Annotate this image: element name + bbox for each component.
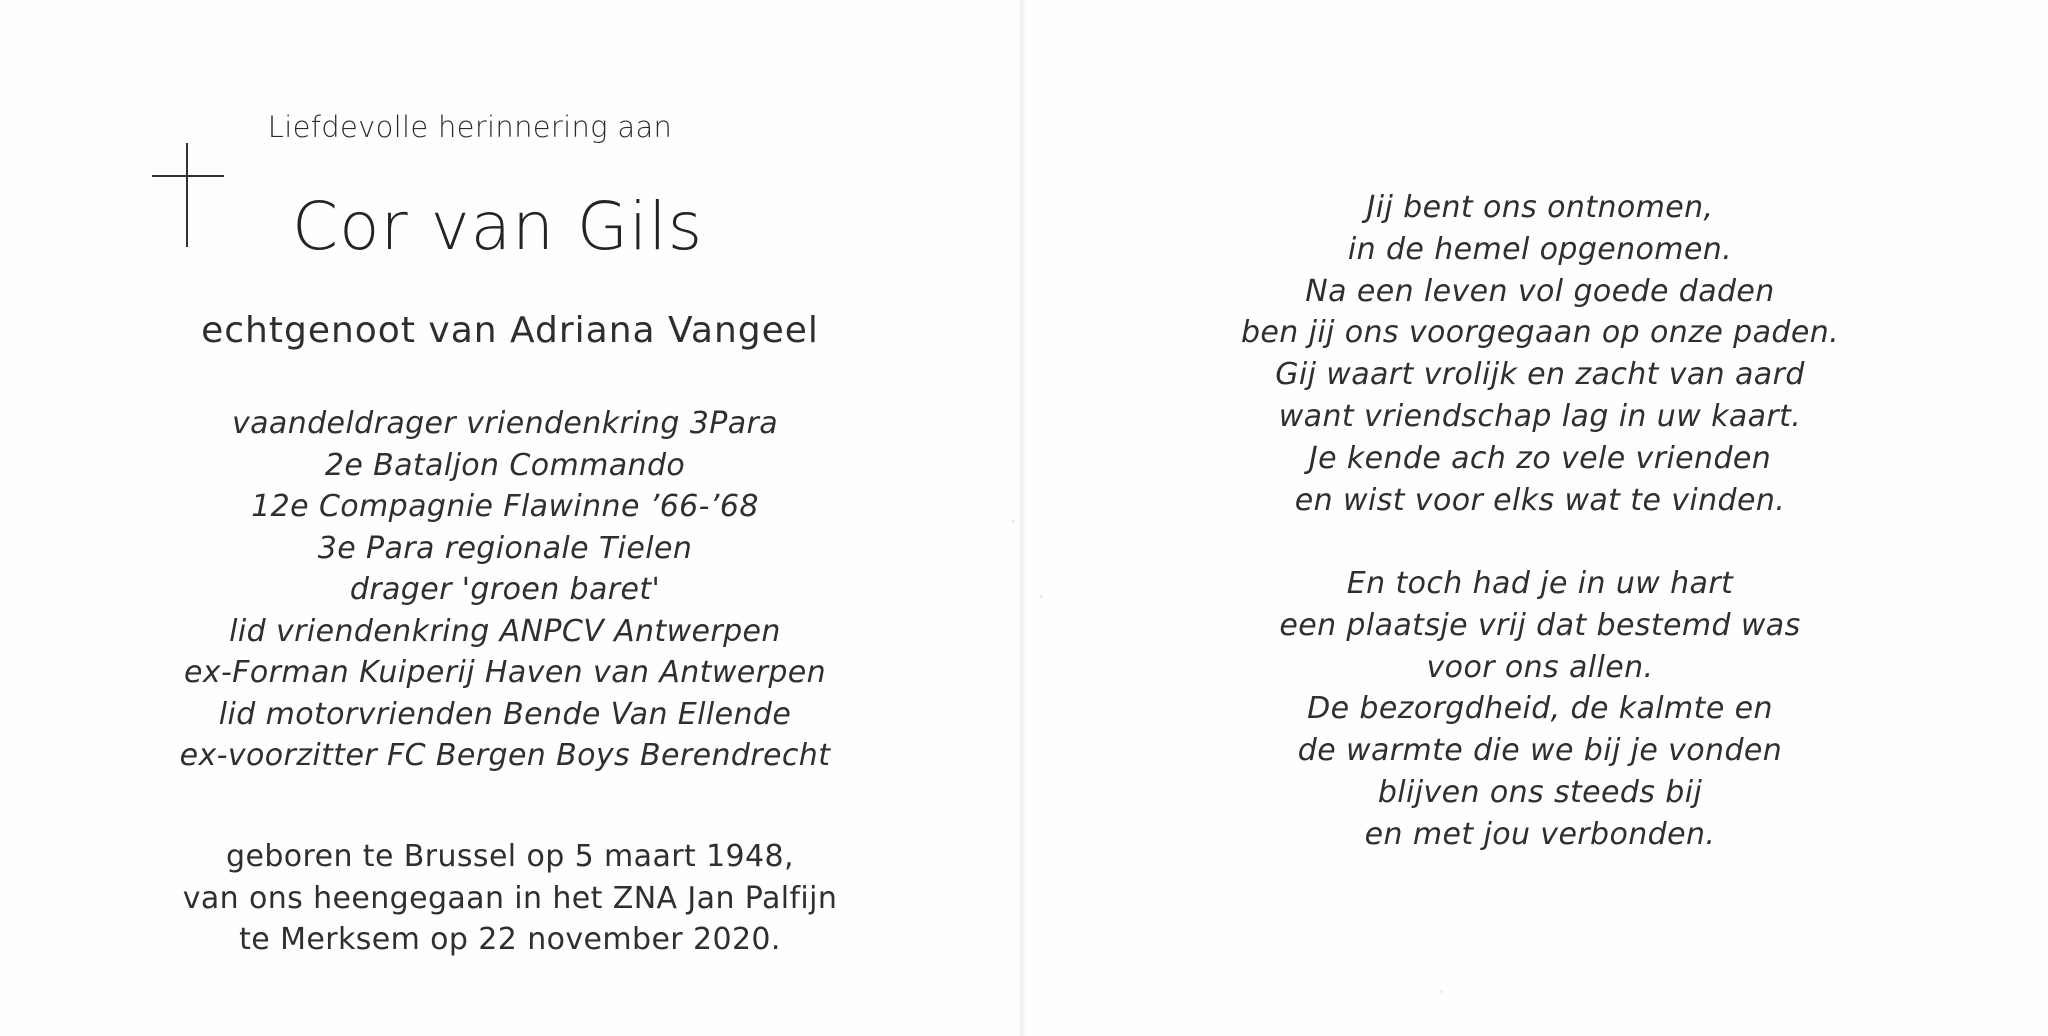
birth-line: geboren te Brussel op 5 maart 1948, bbox=[226, 839, 794, 874]
cross-horizontal-bar bbox=[152, 175, 224, 177]
role-item: ex-Forman Kuiperij Haven van Antwerpen bbox=[183, 655, 827, 690]
role-item: vaandeldrager vriendenkring 3Para bbox=[231, 406, 779, 441]
roles-list bbox=[120, 403, 890, 777]
poem-line: in de hemel opgenomen. bbox=[1347, 231, 1733, 267]
spouse-line: echtgenoot van Adriana Vangeel bbox=[201, 310, 819, 351]
poem-line: Na een leven vol goede daden bbox=[1305, 273, 1775, 309]
poem-line: een plaatsje vrij dat bestemd was bbox=[1279, 607, 1801, 643]
poem-line: ben jij ons voorgegaan op onze paden. bbox=[1240, 315, 1840, 351]
role-item: 3e Para regionale Tielen bbox=[317, 530, 693, 566]
role-item: lid vriendenkring ANPCV Antwerpen bbox=[229, 613, 781, 649]
passing-place-line: te Merksem op 22 november 2020. bbox=[239, 922, 781, 957]
passing-line: van ons heengegaan in het ZNA Jan Palfijn bbox=[182, 880, 838, 916]
poem-line: want vriendschap lag in uw kaart. bbox=[1278, 398, 1802, 434]
role-item: 12e Compagnie Flawinne ’66-’68 bbox=[251, 489, 759, 524]
poem-line: Jij bent ons ontnomen, bbox=[1366, 190, 1714, 225]
paper-speck bbox=[1012, 520, 1015, 523]
intro-line: Liefdevolle herinnering aan bbox=[267, 110, 673, 144]
poem-line: Je kende ach zo vele vrienden bbox=[1308, 440, 1772, 476]
poem-line: de warmte die we bij je vonden bbox=[1297, 733, 1783, 769]
life-dates bbox=[120, 836, 900, 961]
paper-speck bbox=[1040, 595, 1043, 598]
latin-cross-icon bbox=[152, 143, 224, 247]
deceased-name: Cor van Gils bbox=[292, 188, 704, 265]
role-item: 2e Bataljon Commando bbox=[324, 447, 686, 483]
poem-line: en wist voor elks wat te vinden. bbox=[1294, 482, 1786, 518]
role-item: ex-voorzitter FC Bergen Boys Berendrecht bbox=[179, 738, 831, 773]
role-item: drager 'groen baret' bbox=[349, 572, 661, 607]
cross-vertical-bar bbox=[186, 143, 188, 247]
role-item: lid motorvrienden Bende Van Ellende bbox=[218, 696, 792, 732]
poem-line: voor ons allen. bbox=[1426, 649, 1654, 685]
poem-line: en met jou verbonden. bbox=[1364, 816, 1716, 852]
poem-line: De bezorgdheid, de kalmte en bbox=[1307, 691, 1773, 727]
poem-stanza-1 bbox=[1100, 187, 1980, 521]
poem-line: Gij waart vrolijk en zacht van aard bbox=[1275, 357, 1805, 393]
paper-speck bbox=[1440, 990, 1443, 993]
poem-line: blijven ons steeds bij bbox=[1377, 774, 1703, 810]
poem-line: En toch had je in uw hart bbox=[1346, 566, 1734, 601]
poem-stanza-2 bbox=[1100, 563, 1980, 856]
left-panel bbox=[0, 0, 1019, 1036]
